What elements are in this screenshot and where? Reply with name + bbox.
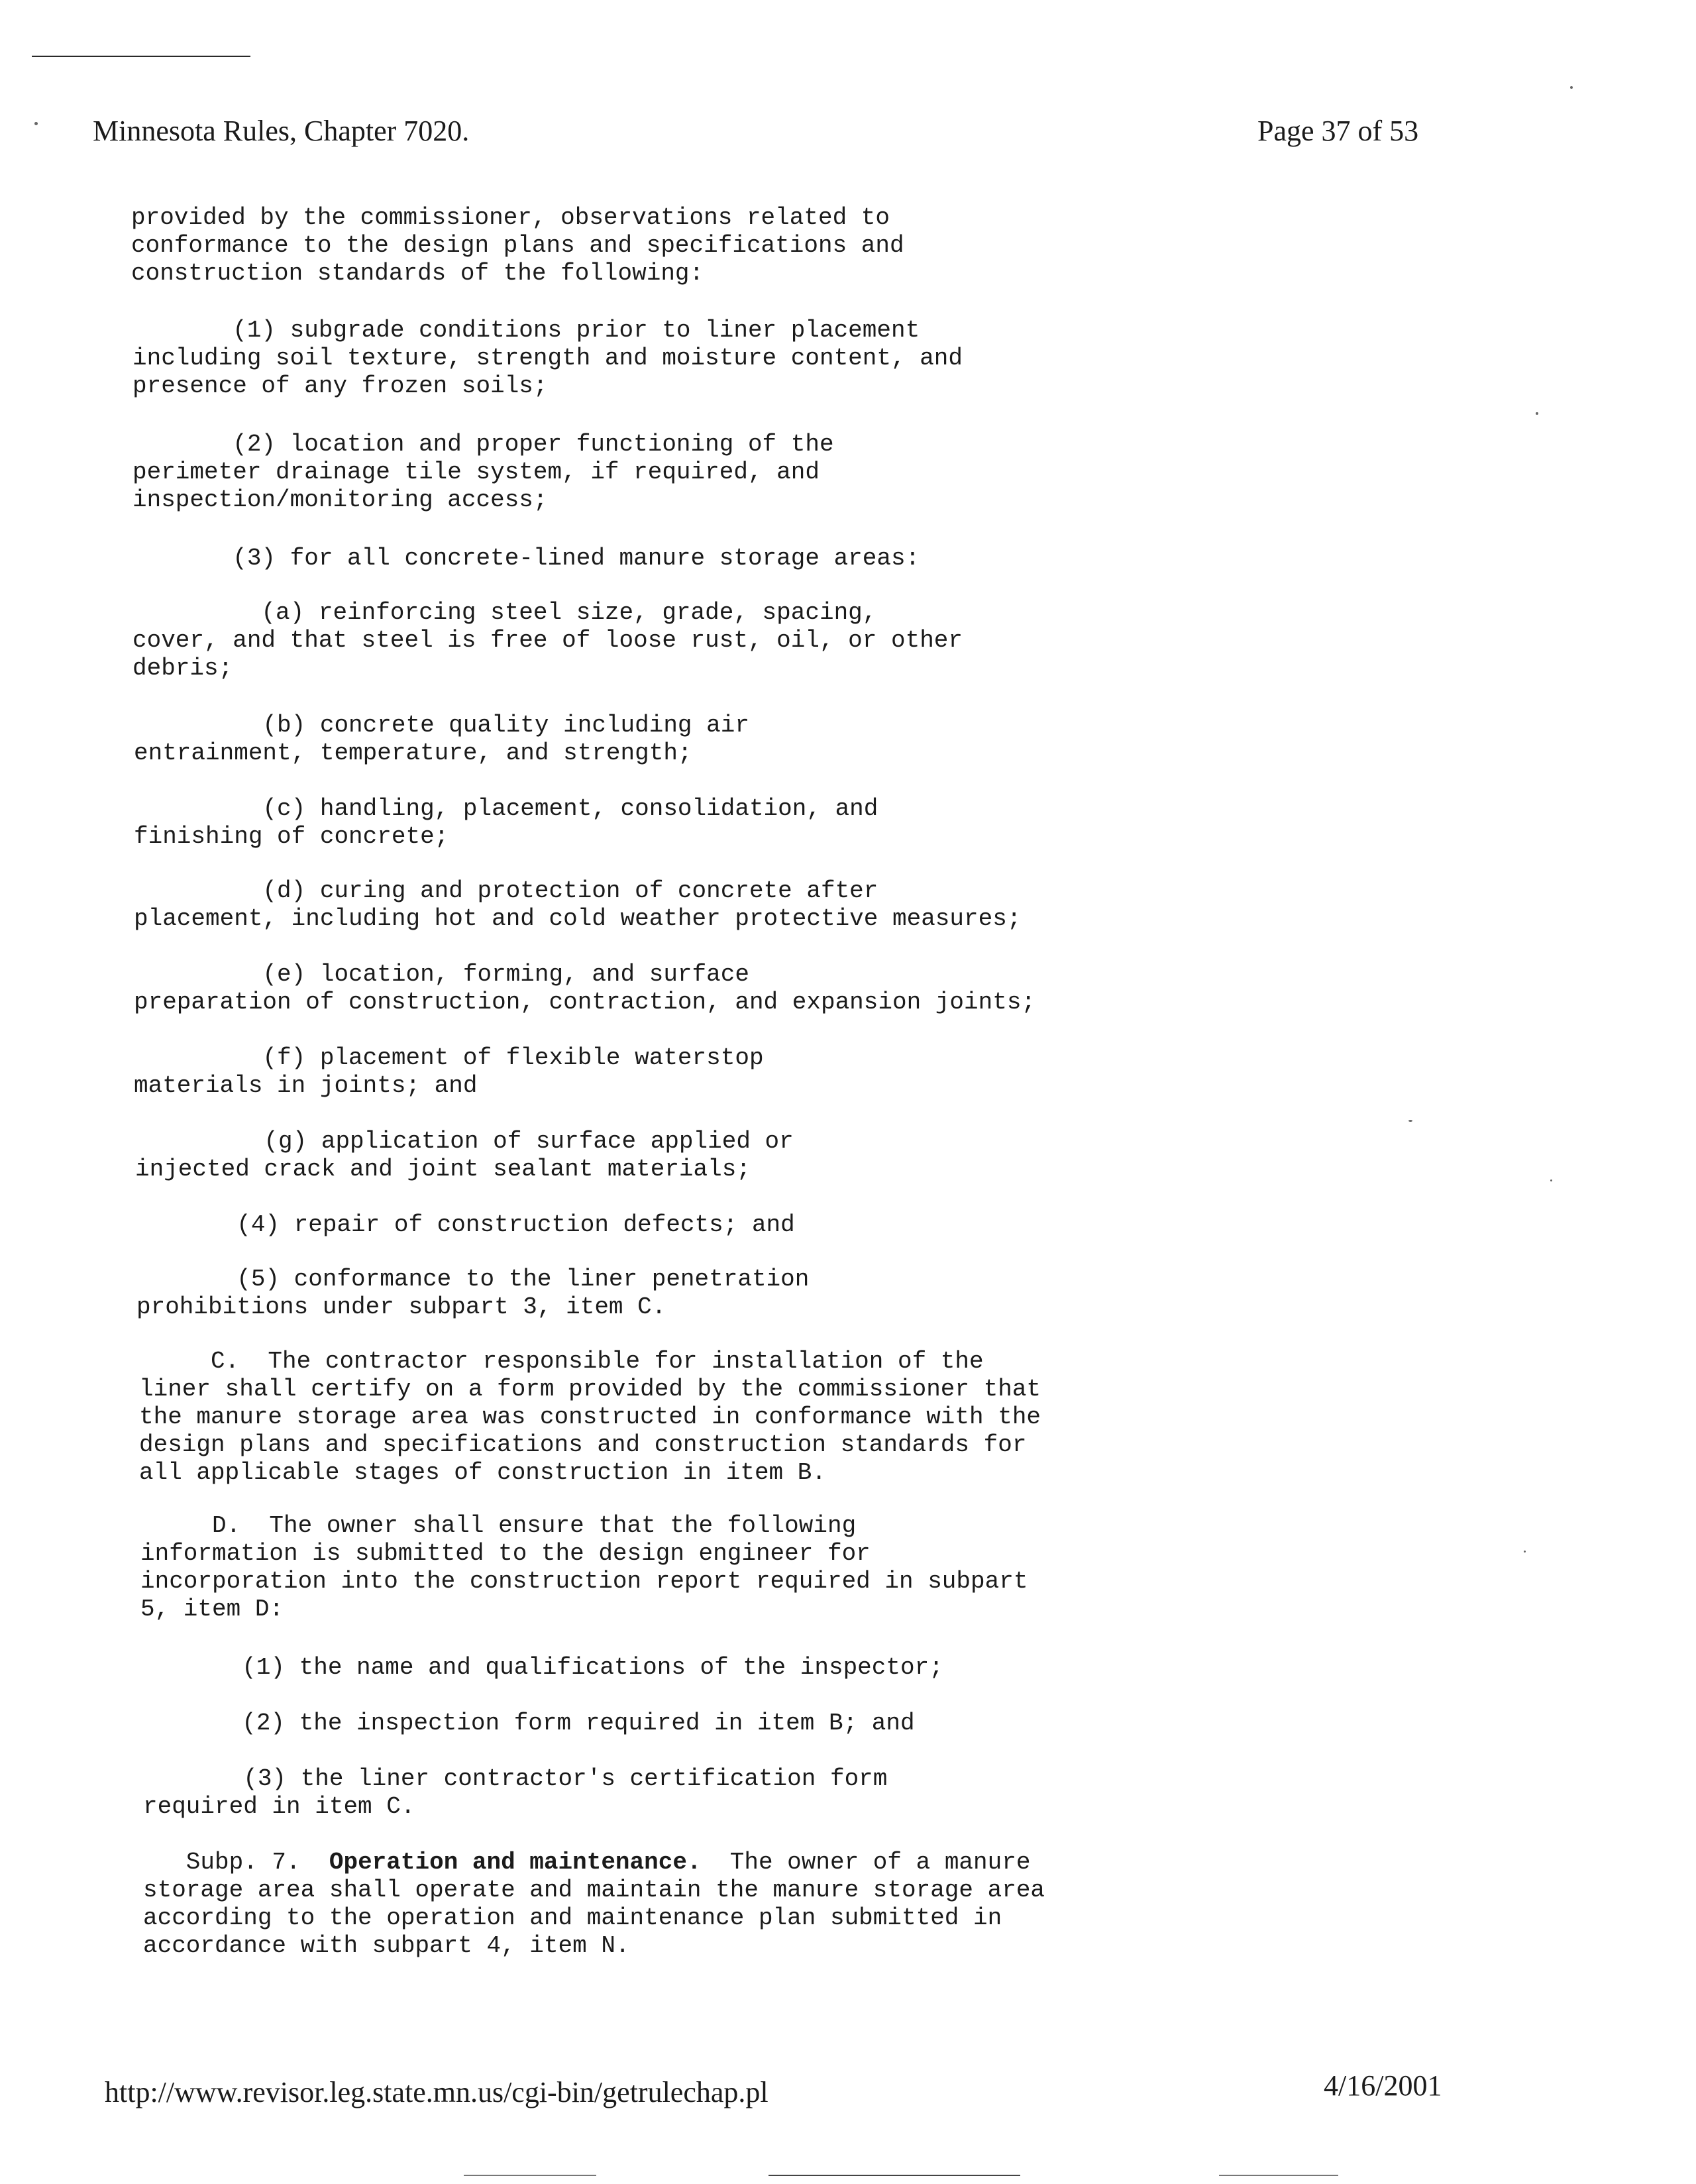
paragraph-item-3e: (e) location, forming, and surface preparation of construction, contraction, and expansion joints; xyxy=(134,961,1036,1016)
paragraph-d-item-3: (3) the liner contractor's certification form required in item C. xyxy=(143,1765,888,1820)
paragraph-item-d: D. The owner shall ensure that the following information is submitted to the design engineer for incorporation into the construction report required in subpart 5, item D: xyxy=(140,1512,1028,1623)
paragraph-intro: provided by the commissioner, observations related to conformance to the design plans and specifications and construction standards of the following: xyxy=(131,204,904,287)
scan-artifact-line xyxy=(464,2175,596,2176)
paragraph-item-1: (1) subgrade conditions prior to liner placement including soil texture, strength and moisture content, and presence of any frozen soils; xyxy=(132,317,963,400)
source-url: http://www.revisor.leg.state.mn.us/cgi-bin/getrulechap.pl xyxy=(105,2076,768,2108)
paragraph-item-3g: (g) application of surface applied or injected crack and joint sealant materials; xyxy=(135,1128,794,1183)
paragraph-item-3a: (a) reinforcing steel size, grade, spacing, cover, and that steel is free of loose rust, oil, or other debris; xyxy=(132,599,963,682)
paragraph-item-3: (3) for all concrete-lined manure storage areas: xyxy=(132,545,920,572)
paragraph-item-3c: (c) handling, placement, consolidation, and finishing of concrete; xyxy=(134,795,878,850)
subp-7-heading: Operation and maintenance. xyxy=(329,1849,702,1876)
scan-speck xyxy=(34,122,38,125)
scan-speck xyxy=(1570,86,1573,89)
scan-artifact-line xyxy=(1219,2175,1338,2176)
document-title: Minnesota Rules, Chapter 7020. xyxy=(93,115,470,147)
paragraph-item-3b: (b) concrete quality including air entrainment, temperature, and strength; xyxy=(134,712,749,767)
print-date: 4/16/2001 xyxy=(1324,2069,1442,2102)
paragraph-item-c: C. The contractor responsible for installation of the liner shall certify on a form provided by the commissioner that the manure storage area was constructed in conformance with the design plans and specifications and construction standards for all applicable stages of construction in item B. xyxy=(139,1348,1041,1486)
scan-speck xyxy=(1536,412,1538,415)
paragraph-subp-7: Subp. 7. Operation and maintenance. The owner of a manure storage area shall operate and maintain the manure storage area according to the operation and maintenance plan submitted in accordance with subpart 4, item N. xyxy=(143,1849,1045,1959)
page-number: Page 37 of 53 xyxy=(1257,115,1419,147)
paragraph-item-3f: (f) placement of flexible waterstop materials in joints; and xyxy=(134,1044,764,1099)
paragraph-item-2: (2) location and proper functioning of the perimeter drainage tile system, if required, and inspection/monitoring access; xyxy=(132,431,834,514)
scan-rule-line xyxy=(32,56,250,57)
scan-speck xyxy=(1550,1179,1552,1181)
paragraph-item-4: (4) repair of construction defects; and xyxy=(136,1211,795,1238)
paragraph-d-item-2: (2) the inspection form required in item B; and xyxy=(142,1710,915,1737)
paragraph-item-5: (5) conformance to the liner penetration prohibitions under subpart 3, item C. xyxy=(136,1266,810,1321)
scan-speck xyxy=(1524,1551,1526,1553)
paragraph-item-3d: (d) curing and protection of concrete after placement, including hot and cold weather protective measures; xyxy=(134,877,1022,932)
scan-speck xyxy=(1408,1120,1412,1122)
scan-artifact-line xyxy=(768,2175,1020,2176)
paragraph-d-item-1: (1) the name and qualifications of the inspector; xyxy=(142,1654,943,1681)
